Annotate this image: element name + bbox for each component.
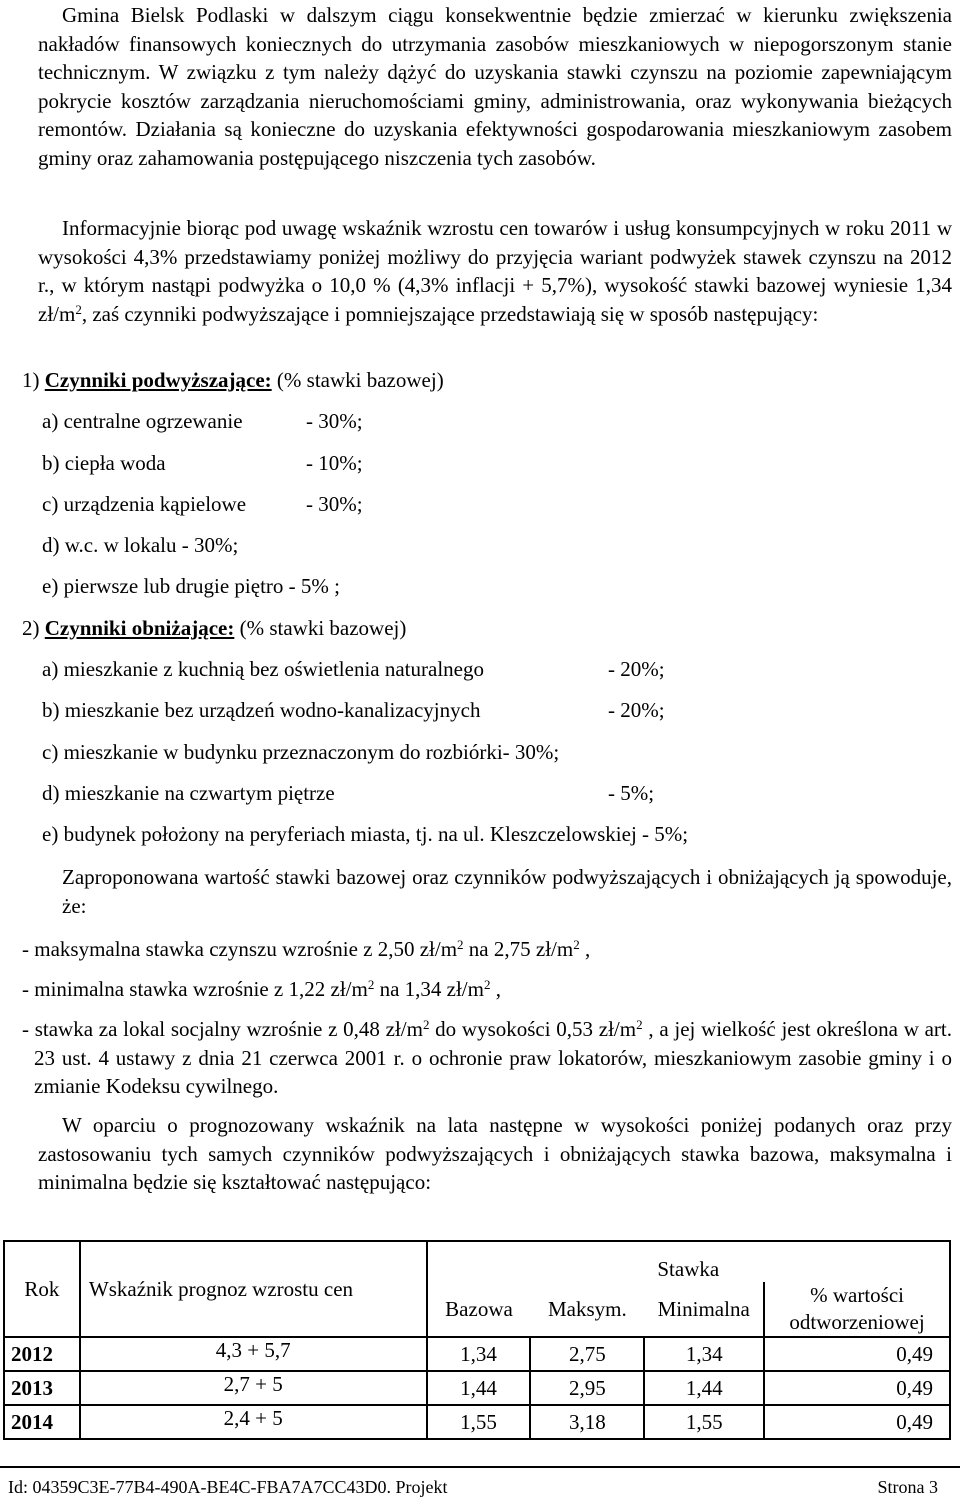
superscript: 2 — [367, 977, 375, 992]
effect-text: - minimalna stawka wzrośnie z 1,22 zł/m — [22, 977, 368, 1001]
effect-min — [22, 975, 952, 1004]
list-item — [42, 533, 238, 558]
list-item — [42, 822, 688, 847]
cell-year: 2012 — [4, 1337, 80, 1371]
list-item — [42, 409, 363, 434]
header-year: Rok — [4, 1241, 80, 1337]
cell-year: 2013 — [4, 1371, 80, 1405]
list-item — [42, 492, 363, 517]
item-value: - 10%; — [306, 451, 363, 475]
effect-social-text — [22, 1015, 952, 1101]
list-item — [42, 657, 665, 682]
item-label: c) urządzenia kąpielowe — [42, 492, 247, 516]
effect-social — [22, 1015, 952, 1101]
cell-max: 2,95 — [530, 1371, 644, 1405]
header-max: Maksym. — [530, 1282, 644, 1337]
list-number: 1) — [22, 368, 40, 392]
cell-pct: 0,49 — [764, 1371, 950, 1405]
effect-text: - maksymalna stawka czynszu wzrośnie z 2,50 zł/m — [22, 937, 458, 961]
rates-table — [3, 1240, 951, 1440]
decreasing-factors-heading — [22, 616, 406, 641]
item-label: e) budynek położony na peryferiach miasta, tj. na ul. Kleszczelowskiej - 5%; — [42, 822, 689, 846]
forecast-paragraph: W oparciu o prognozowany wskaźnik na lata następne w wysokości poniżej podanych oraz przy zastosowaniu tych samych czynników podwyższających i obniżających stawka bazowa, maksymalna i minimalna będzie się kształtować następująco: — [38, 1113, 952, 1194]
cell-min: 1,55 — [644, 1405, 764, 1439]
cell-pct: 0,49 — [764, 1337, 950, 1371]
header-base: Bazowa — [427, 1282, 531, 1337]
item-label: d) w.c. w lokalu - 30%; — [42, 533, 239, 557]
effect-text: - stawka za lokal socjalny wzrośnie z 0,48 zł/m — [22, 1017, 423, 1041]
list-item — [42, 451, 363, 476]
header-index: Wskaźnik prognoz wzrostu cen — [80, 1241, 427, 1337]
effect-text: na 1,34 zł/m — [374, 977, 484, 1001]
item-value: - 20%; — [608, 657, 665, 681]
effect-text: , a jej wielkość jest określona w art. 23 ust. 4 ustawy z dnia 21 czerwca 2001 r. o ochronie praw lokatorów, mieszkaniowym zasobie gminy i o zmianie Kodeksu cywilnego. — [34, 1017, 953, 1098]
cell-index: 2,4 + 5 — [80, 1405, 427, 1439]
heading-note: (% stawki bazowej) — [276, 368, 444, 392]
cell-base: 1,44 — [427, 1371, 531, 1405]
item-value: - 30%; — [306, 409, 363, 433]
header-min: Minimalna — [644, 1282, 764, 1337]
item-label: e) pierwsze lub drugie piętro - 5% ; — [42, 574, 340, 598]
item-label: c) mieszkanie w budynku przeznaczonym do rozbiórki- 30%; — [42, 740, 560, 764]
superscript: 2 — [457, 937, 464, 952]
item-label: a) centralne ogrzewanie — [42, 409, 243, 433]
item-label: d) mieszkanie na czwartym piętrze — [42, 781, 335, 805]
document-id: Id: 04359C3E-77B4-490A-BE4C-FBA7A7CC43D0. Projekt — [8, 1477, 448, 1497]
table-header-row — [4, 1241, 950, 1282]
proposal-paragraph — [38, 863, 952, 920]
cell-min: 1,44 — [644, 1371, 764, 1405]
cell-index: 4,3 + 5,7 — [80, 1337, 427, 1371]
effect-min-text — [22, 975, 952, 1004]
item-label: b) mieszkanie bez urządzeń wodno-kanalizacyjnych — [42, 698, 481, 722]
item-value: - 20%; — [608, 698, 665, 722]
effect-text: , — [579, 937, 591, 961]
footer-divider — [0, 1466, 960, 1468]
cell-base: 1,55 — [427, 1405, 531, 1439]
superscript: 2 — [422, 1017, 430, 1032]
header-rate-group: Stawka — [427, 1241, 950, 1282]
cell-base: 1,34 — [427, 1337, 531, 1371]
effect-text: , — [490, 977, 501, 1001]
item-value: - 5%; — [608, 781, 655, 805]
list-item — [42, 698, 665, 723]
effect-max-text — [22, 935, 952, 964]
inflation-paragraph — [38, 214, 952, 328]
superscript: 2 — [483, 977, 491, 992]
list-item — [42, 740, 559, 765]
cell-pct: 0,49 — [764, 1405, 950, 1439]
effect-max — [22, 935, 952, 964]
page-number: Strona 3 — [877, 1477, 938, 1497]
cell-index: 2,7 + 5 — [80, 1371, 427, 1405]
heading-note: (% stawki bazowej) — [239, 616, 407, 640]
cell-min: 1,34 — [644, 1337, 764, 1371]
list-number: 2) — [22, 616, 40, 640]
item-label: a) mieszkanie z kuchnią bez oświetlenia naturalnego — [42, 657, 484, 681]
increasing-factors-heading — [22, 368, 444, 393]
cell-max: 3,18 — [530, 1405, 644, 1439]
item-label: b) ciepła woda — [42, 451, 166, 475]
superscript: 2 — [636, 1017, 643, 1032]
list-item — [42, 781, 655, 806]
inflation-text-end: , zaś czynniki podwyższające i pomniejszające przedstawiają się w sposób następujący: — [81, 301, 819, 326]
superscript: 2 — [75, 301, 82, 317]
cell-max: 2,75 — [530, 1337, 644, 1371]
header-pct: % wartości odtworzeniowej — [764, 1282, 950, 1337]
effect-text: do wysokości 0,53 zł/m — [429, 1017, 637, 1041]
increasing-title: Czynniki podwyższające: — [44, 368, 272, 392]
list-item — [42, 574, 340, 599]
table-row — [4, 1371, 950, 1405]
table-row — [4, 1337, 950, 1371]
cell-year: 2014 — [4, 1405, 80, 1439]
proposal-text: Zaproponowana wartość stawki bazowej oraz czynników podwyższających i obniżających ją spowoduje, że: — [62, 865, 952, 918]
item-value: - 30%; — [306, 492, 363, 516]
decreasing-title: Czynniki obniżające: — [44, 616, 235, 640]
effect-text: na 2,75 zł/m — [463, 937, 574, 961]
intro-paragraph: Gmina Bielsk Podlaski w dalszym ciągu konsekwentnie będzie zmierzać w kierunku zwiększenia nakładów finansowych koniecznych do utrzymania zasobów mieszkaniowych w niepogorszonym stanie technicznym. W związku z tym należy dążyć do uzyskania stawki czynszu na poziomie zapewniającym pokrycie kosztów zarządzania nieruchomościami gminy, administrowania, oraz wykonywania bieżących remontów. Działania są konieczne do uzyskania efektywności gospodarowania mieszkaniowym zasobem gminy oraz zahamowania postępującego niszczenia tych zasobów. — [38, 3, 952, 170]
superscript: 2 — [573, 937, 580, 952]
inflation-text: Informacyjnie biorąc pod uwagę wskaźnik wzrostu cen towarów i usług konsumpcyjnych w roku 2011 w wysokości 4,3% przedstawiamy poniżej możliwy do przyjęcia wariant podwyżek stawek czynszu na 2012 r., w którym nastąpi podwyżka o 10,0 % (4,3% inflacji + 5,7%), wysokość stawki bazowej wyniesie 1,34 zł/m — [38, 216, 952, 326]
table-row — [4, 1405, 950, 1439]
